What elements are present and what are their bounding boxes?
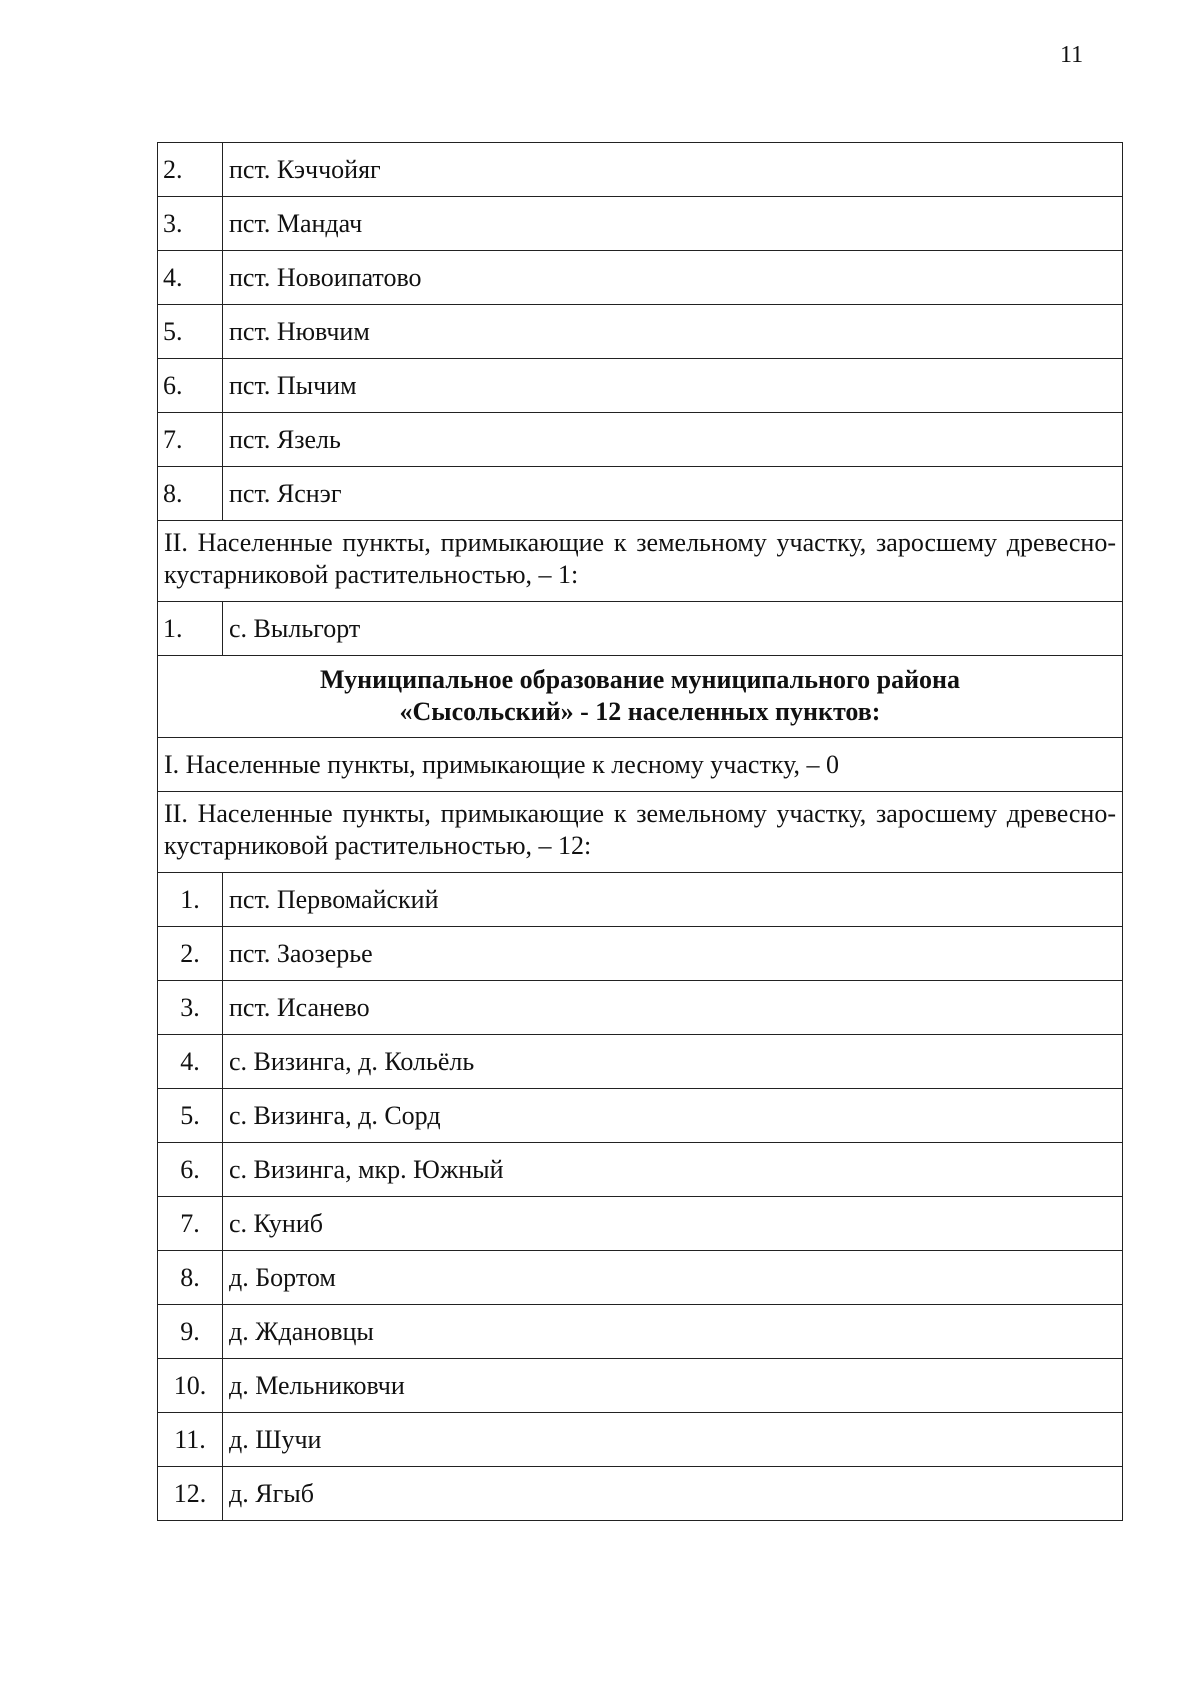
- table-row: [158, 143, 1123, 197]
- row-number: 4.: [158, 1035, 223, 1089]
- section-row: [158, 792, 1123, 873]
- table-row: [158, 359, 1123, 413]
- table-row: [158, 1035, 1123, 1089]
- settlements-table: [157, 142, 1123, 1521]
- section-ii-text: II. Населенные пункты, примыкающие к земельному участку, заросшему древесно-кустарниковой растительностью, – 1:: [158, 521, 1123, 602]
- row-number: 11.: [158, 1413, 223, 1467]
- row-number: 1.: [158, 602, 223, 656]
- table-row: [158, 1197, 1123, 1251]
- row-number: 4.: [158, 251, 223, 305]
- row-number: 5.: [158, 1089, 223, 1143]
- table-row: [158, 1143, 1123, 1197]
- table-row: [158, 467, 1123, 521]
- district-heading: [158, 656, 1123, 738]
- table-row: [158, 251, 1123, 305]
- settlement-name: пст. Новоипатово: [223, 251, 1123, 305]
- row-number: 6.: [158, 1143, 223, 1197]
- settlement-name: д. Ягыб: [223, 1467, 1123, 1521]
- table-row: [158, 413, 1123, 467]
- section-ii-text: II. Населенные пункты, примыкающие к земельному участку, заросшему древесно-кустарниковой растительностью, – 12:: [158, 792, 1123, 873]
- settlement-name: пст. Заозерье: [223, 927, 1123, 981]
- row-number: 8.: [158, 467, 223, 521]
- settlement-name: д. Мельниковчи: [223, 1359, 1123, 1413]
- table-row: [158, 1359, 1123, 1413]
- row-number: 10.: [158, 1359, 223, 1413]
- row-number: 9.: [158, 1305, 223, 1359]
- settlement-name: пст. Язель: [223, 413, 1123, 467]
- row-number: 6.: [158, 359, 223, 413]
- row-number: 3.: [158, 197, 223, 251]
- settlement-name: пст. Первомайский: [223, 873, 1123, 927]
- settlement-name: с. Куниб: [223, 1197, 1123, 1251]
- settlement-name: с. Визинга, мкр. Южный: [223, 1143, 1123, 1197]
- row-number: 3.: [158, 981, 223, 1035]
- settlement-name: с. Визинга, д. Сорд: [223, 1089, 1123, 1143]
- table-row: [158, 1305, 1123, 1359]
- settlement-name: пст. Исанево: [223, 981, 1123, 1035]
- row-number: 2.: [158, 927, 223, 981]
- row-number: 1.: [158, 873, 223, 927]
- table-row: [158, 981, 1123, 1035]
- page-number: 11: [1060, 42, 1084, 68]
- settlement-name: д. Ждановцы: [223, 1305, 1123, 1359]
- table-row: [158, 1467, 1123, 1521]
- table-row: [158, 305, 1123, 359]
- settlement-name: с. Выльгорт: [223, 602, 1123, 656]
- section-row: [158, 521, 1123, 602]
- row-number: 12.: [158, 1467, 223, 1521]
- table-row: [158, 873, 1123, 927]
- district-heading-row: [158, 656, 1123, 738]
- settlement-name: пст. Кэччойяг: [223, 143, 1123, 197]
- row-number: 7.: [158, 1197, 223, 1251]
- district-heading-line-1: Муниципальное образование муниципального района: [319, 665, 961, 694]
- settlement-name: д. Бортом: [223, 1251, 1123, 1305]
- row-number: 2.: [158, 143, 223, 197]
- settlement-name: д. Шучи: [223, 1413, 1123, 1467]
- section-i-text: I. Населенные пункты, примыкающие к лесному участку, – 0: [158, 738, 1123, 792]
- settlement-name: пст. Яснэг: [223, 467, 1123, 521]
- settlement-name: пст. Пычим: [223, 359, 1123, 413]
- table-row: [158, 1251, 1123, 1305]
- table-row: [158, 602, 1123, 656]
- row-number: 8.: [158, 1251, 223, 1305]
- section-row: [158, 738, 1123, 792]
- table-row: [158, 927, 1123, 981]
- table-row: [158, 197, 1123, 251]
- settlement-name: с. Визинга, д. Кольёль: [223, 1035, 1123, 1089]
- settlement-name: пст. Мандач: [223, 197, 1123, 251]
- row-number: 5.: [158, 305, 223, 359]
- district-heading-line-2: «Сысольский» - 12 населенных пунктов:: [399, 697, 881, 726]
- settlement-name: пст. Нювчим: [223, 305, 1123, 359]
- row-number: 7.: [158, 413, 223, 467]
- table-row: [158, 1089, 1123, 1143]
- table-row: [158, 1413, 1123, 1467]
